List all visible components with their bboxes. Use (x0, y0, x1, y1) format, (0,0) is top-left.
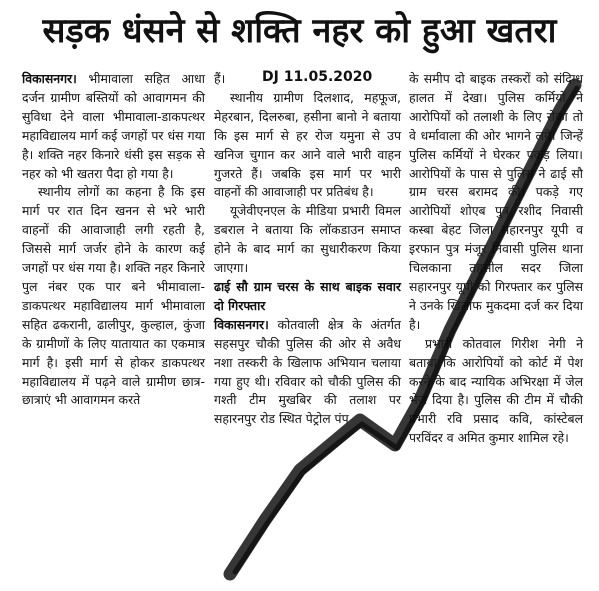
subheadline: ढाई सौ ग्राम चरस के साथ बाइक सवार दो गिरफ्तार (214, 278, 401, 313)
column-2 (214, 70, 401, 429)
paragraph: के समीप दो बाइक तस्करों को संदिग्ध हालत में देखा। पुलिस कर्मियों ने आरोपियों को तलाशी के लिए रोका तो वे धर्मावाला की ओर भागने लगे। जिन्हें पुलिस कर्मियों ने घेरकर पकड़ लिया। आरोपियों के पास से पुलिस ने ढाई सौ ग्राम चरस बरामद की। पकड़े गए आरोपियों शोएब पुत्र रशीद निवासी कस्बा बेहट जिला सहारनपुर यूपी व इरफान पुत्र मंजूर निवासी पुलिस थाना चिलकाना तहसील सदर जिला सहारनपुर यूपी को गिरफ्तार कर पुलिस ने उनके खिलाफ मुकदमा दर्ज कर दिया है। (409, 71, 583, 332)
paragraph (22, 70, 205, 183)
paragraph: स्थानीय लोगों का कहना है कि इस मार्ग पर रात दिन खनन से भरे भारी वाहनों की आवाजाही लगी रहती है, जिससे मार्ग जर्जर होने के कारण कई जगहों पर धंस गया है। शक्ति नहर किनारे पुल नंबर एक पार बने भीमावाला-डाकपत्थर महाविद्यालय मार्ग भीमावाला सहित ढकरानी, ढालीपुर, कुल्हाल, कुंजा के ग्रामीणों के लिए यातायात का एकमात्र मार्ग है। इसी मार्ग से होकर डाकपत्थर महाविद्यालय में पढ़ने वाले ग्रामीण छात्र-छात्राएं भी आवागमन करते (22, 184, 205, 408)
paragraph: प्रभारी कोतवाल गिरीश नेगी ने बताया कि आरोपियों को कोर्ट में पेश करने के बाद न्यायिक अभिरक्षा में जेल भेज दिया है। पुलिस की टीम में चौकी प्रभारी रवि प्रसाद कवि, कांस्टेबल परविंदर व अमित कुमार शामिल रहे। (409, 335, 583, 446)
dateline-place: विकासनगर। (214, 316, 269, 332)
paragraph-text: भीमावाला सहित आधा दर्जन ग्रामीण बस्तियों को आवागमन की सुविधा देने वाला भीमावाला-डाकपत्थर महाविद्यालय मार्ग कई जगहों पर धंस गया है। शक्ति नहर किनारे धंसी इस सड़क से नहर को भी खतरा पैदा हो गया है। (22, 71, 205, 181)
column-3 (409, 70, 583, 448)
dateline-place: विकासनगर। (22, 71, 77, 86)
dateline: DJ 11.05.2020 (262, 69, 373, 85)
paragraph: हैं। (214, 71, 226, 86)
column-1 (22, 70, 205, 410)
headline: सड़क धंसने से शक्ति नहर को हुआ खतरा (42, 11, 557, 51)
paragraph: स्थानीय ग्रामीण दिलशाद, महफूज, मेहरबान, दिलरुबा, हसीना बानो ने बताया कि इस मार्ग से हर रोज यमुना से उप खनिज चुगान कर आने वाले भारी वाहन गुजरते हैं। जबकि इस मार्ग पर भारी वाहनों की आवाजाही पर प्रतिबंध है। (214, 89, 401, 200)
paragraph: यूजेवीएनएल के मीडिया प्रभारी विमल डबराल ने बताया कि लॉकडाउन समाप्त होने के बाद मार्ग का सुधारीकरण किया जाएगा। (214, 203, 401, 276)
paragraph-text: कोतवाली क्षेत्र के अंतर्गत सहसपुर चौकी पुलिस की ओर से अवैध नशा तस्करी के खिलाफ अभियान चलाया गया हुए थी। रविवार को चौकी पुलिस की गश्ती टीम मुखबिर की तलाश पर सहारनपुर रोड स्थित पेट्रोल पंप (214, 316, 401, 427)
paragraph (214, 316, 401, 429)
